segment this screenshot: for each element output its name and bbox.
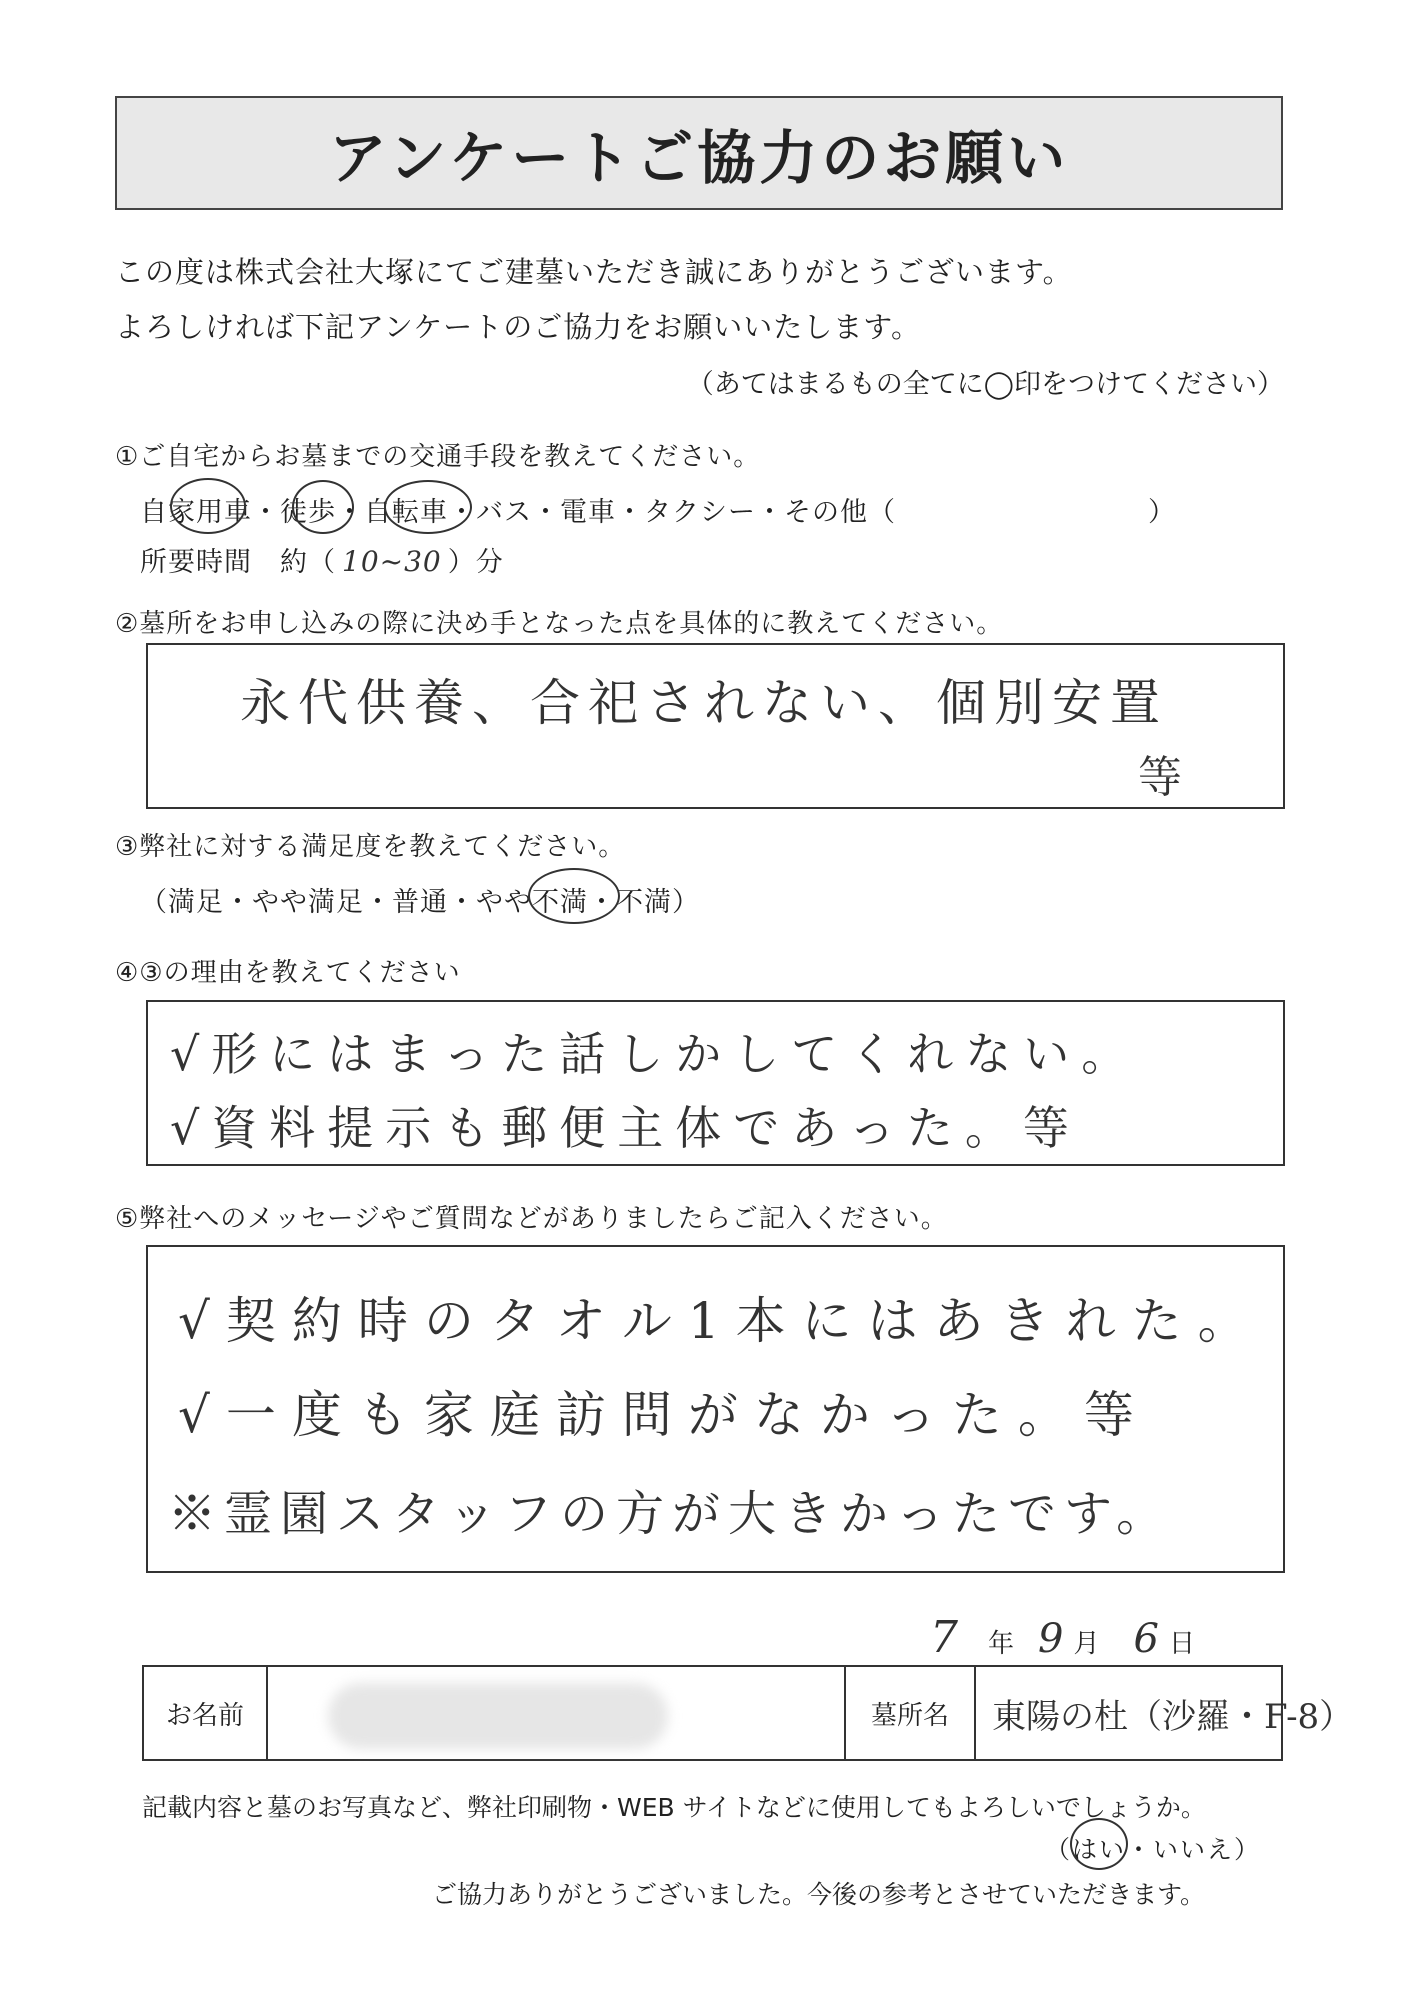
name-label: お名前 — [165, 1700, 244, 1731]
selection-circle-walk — [292, 480, 354, 534]
name-label-cell — [144, 1667, 268, 1759]
redacted-name — [328, 1683, 668, 1749]
cemetery-label-cell — [846, 1667, 976, 1759]
date-day: 6 — [1133, 1616, 1159, 1662]
intro-line-1: この度は株式会社大塚にてご建墓いただき誠にありがとうございます。 — [115, 255, 1073, 289]
cemetery-label: 墓所名 — [870, 1700, 949, 1731]
q2-answer-line-1: 永代供養、合祀されない、個別安置 — [240, 674, 1168, 732]
name-table — [142, 1665, 1354, 1761]
q5-answer-box — [146, 1245, 1285, 1573]
consent-options: （はい・いいえ） — [1045, 1835, 1262, 1864]
q5-answer-line-3: ※霊園スタッフの方が大きかったです。 — [168, 1486, 1173, 1542]
time-unit: ）分 — [447, 547, 504, 578]
q5-answer-line-1: √契約時のタオル1本にはあきれた。 — [178, 1292, 1264, 1350]
q4-answer-line-1: √形にはまった話しかしてくれない。 — [170, 1027, 1140, 1081]
page-title: アンケートご協力のお願い — [328, 124, 1070, 192]
question-4: ④③の理由を教えてください — [115, 958, 461, 988]
question-5: ⑤弊社へのメッセージやご質問などがありましたらご記入ください。 — [115, 1204, 948, 1234]
q4-answer-line-2: √資料提示も郵便主体であった。等 — [170, 1101, 1081, 1155]
name-value-cell — [268, 1667, 846, 1759]
title-box — [115, 96, 1283, 210]
date-year-label: 年 — [988, 1629, 1015, 1659]
cemetery-value-cell — [976, 1667, 1354, 1759]
instruction-note: （あてはまるもの全てに◯印をつけてください） — [686, 369, 1284, 400]
q4-answer-box — [146, 1000, 1285, 1166]
time-label: 所要時間 約（ — [140, 547, 336, 578]
closing-message: ご協力ありがとうございました。今後の参考とさせていただきます。 — [432, 1880, 1206, 1909]
q1-options: 自家用車・徒歩・自転車・バス・電車・タクシー・その他（ ） — [140, 497, 1176, 528]
date-day-label: 日 — [1168, 1629, 1195, 1659]
question-1: ①ご自宅からお墓までの交通手段を教えてください。 — [115, 442, 761, 472]
date-month-label: 月 — [1073, 1629, 1100, 1659]
cemetery-value: 東陽の杜（沙羅・F-8） — [992, 1696, 1354, 1737]
selection-circle-bicycle — [384, 480, 472, 534]
q2-answer-line-2: 等 — [1138, 752, 1182, 803]
selection-circle-satisfaction — [528, 868, 620, 924]
q2-answer-box — [146, 643, 1285, 809]
selection-circle-consent — [1070, 1818, 1128, 1870]
date-row — [930, 1612, 1195, 1663]
time-value: 10~30 — [342, 545, 442, 578]
question-2: ②墓所をお申し込みの際に決め手となった点を具体的に教えてください。 — [115, 609, 1004, 639]
selection-circle-car — [170, 478, 246, 534]
date-year: 7 — [930, 1612, 958, 1663]
question-3: ③弊社に対する満足度を教えてください。 — [115, 832, 626, 862]
q3-options: （満足・やや満足・普通・やや不満・不満） — [140, 887, 700, 918]
intro-line-2: よろしければ下記アンケートのご協力をお願いいたします。 — [115, 310, 921, 344]
q1-travel-time — [140, 540, 504, 579]
q5-answer-line-2: √一度も家庭訪問がなかった。等 — [178, 1386, 1150, 1444]
consent-question: 記載内容と墓のお写真など、弊社印刷物・WEB サイトなどに使用してもよろしいでしょうか。 — [142, 1793, 1206, 1822]
date-month: 9 — [1038, 1616, 1064, 1662]
